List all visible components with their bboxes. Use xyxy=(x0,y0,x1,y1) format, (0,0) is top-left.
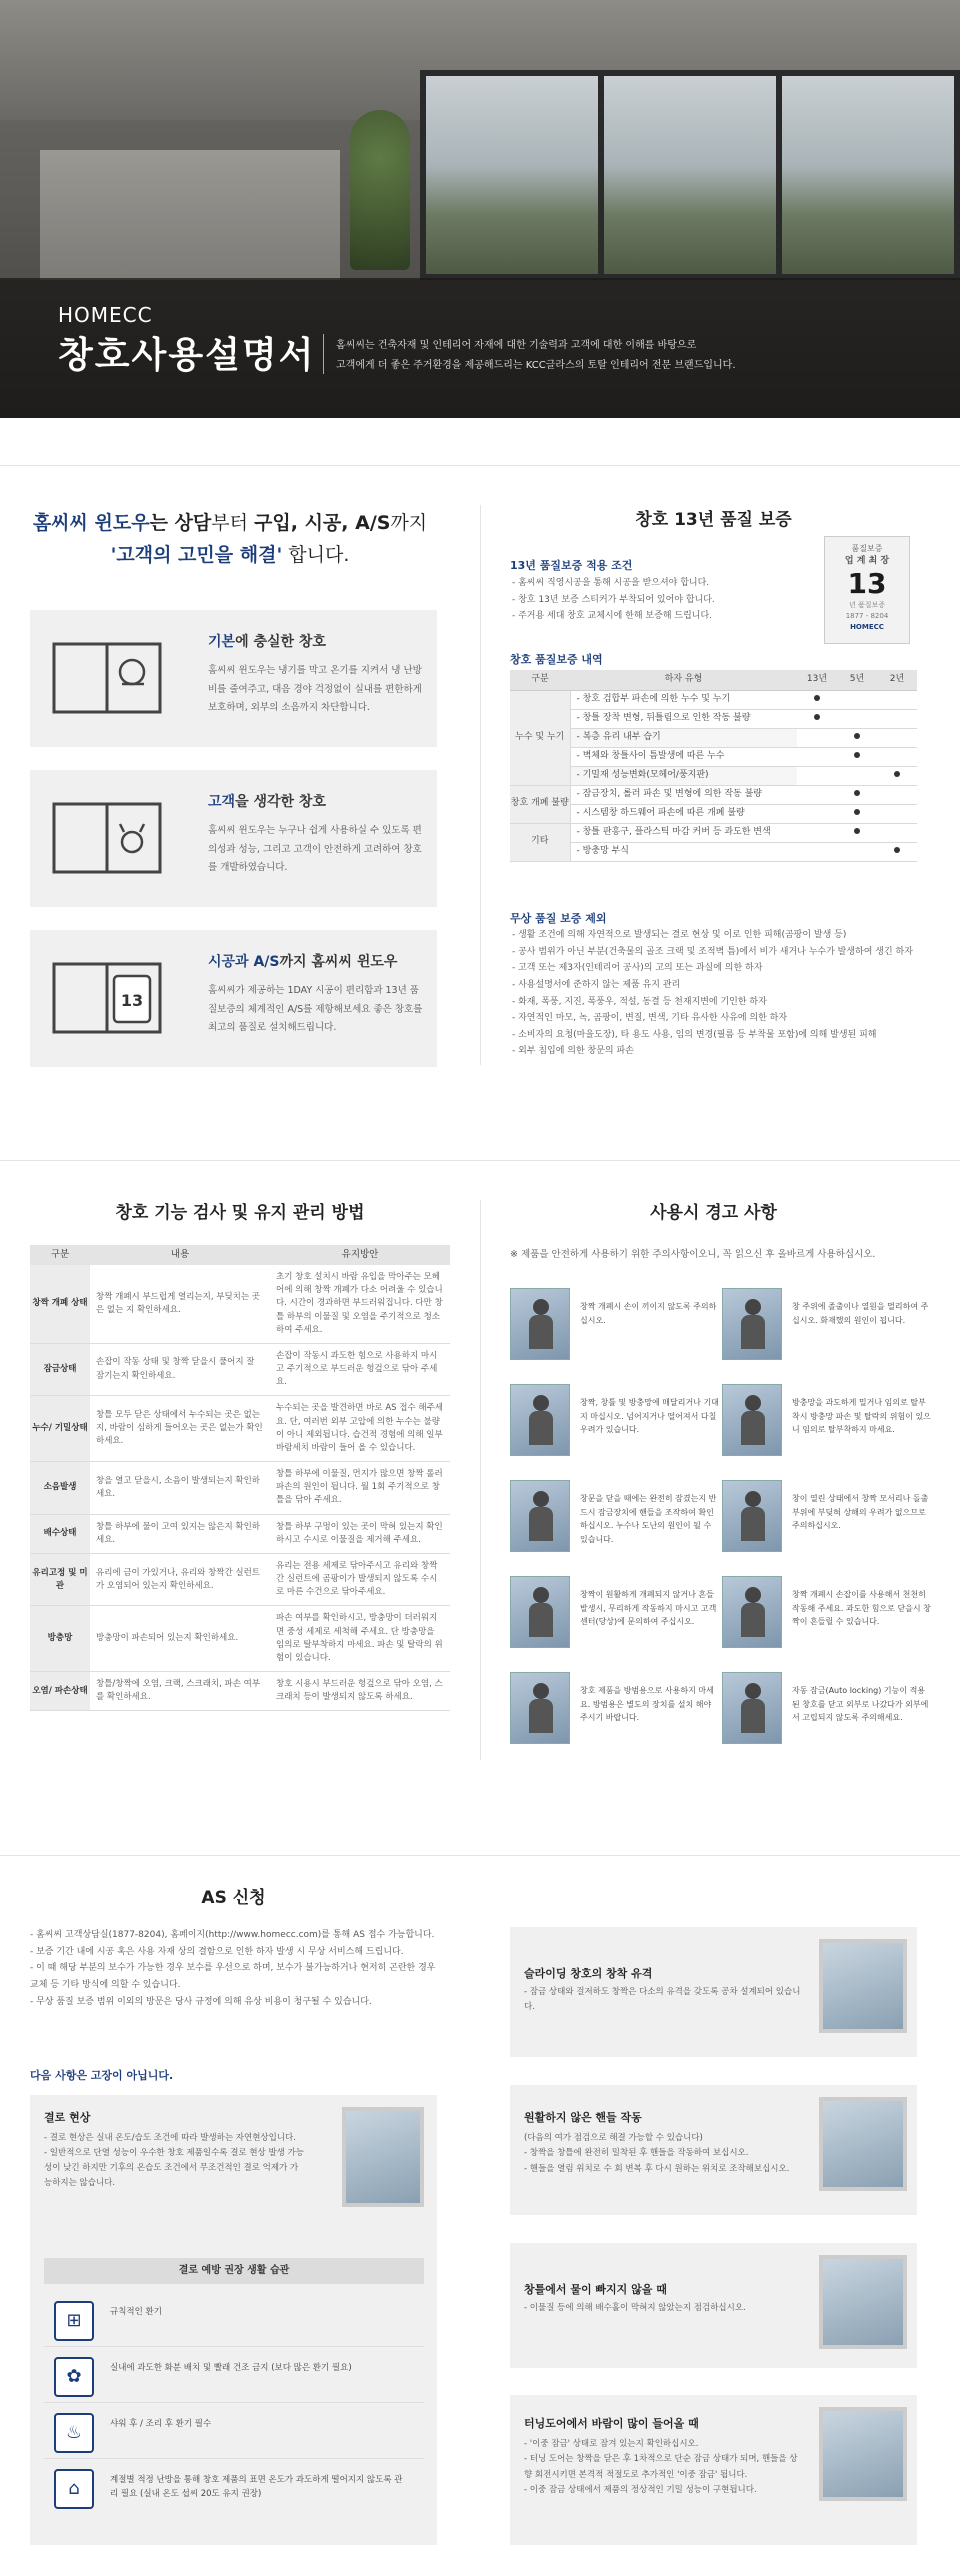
coverage-dot xyxy=(814,695,820,701)
hero-window-image xyxy=(420,70,960,280)
as-item: - 이 때 해당 부분의 보수가 가능한 경우 보수를 우선으로 하며, 보수가 불가능하거나 현저히 곤란한 경우 교체 등 기타 방식에 의할 수 있습니다. xyxy=(30,1963,436,1990)
warranty-row xyxy=(510,766,917,785)
caution-text: 창짝 개폐시 손이 끼이지 않도록 주의하십시오. xyxy=(580,1302,717,1325)
hero-description: 홈씨씨는 건축자재 및 인테리어 자재에 대한 기술력과 고객에 대한 이해를 바탕으로 고객에게 더 좋은 주거환경을 제공해드리는 KCC글라스의 토탈 인테리어 전문 브랜드입니다. xyxy=(336,340,736,371)
caution-text: 창짝 개폐시 손잡이를 사용해서 천천히 작동해 주세요. 과도한 힘으로 닫을시 창짝이 흔들릴 수 있습니다. xyxy=(792,1590,931,1627)
caution-note: ※ 제품을 안전하게 사용하기 위한 주의사항이오니, 꼭 읽으신 후 올바르게 사용하십시오. xyxy=(510,1249,876,1260)
caution-item xyxy=(510,1288,722,1368)
caution-text: 창짝, 창틀 및 방충망에 매달리거나 기대지 마십시오. 넘어지거나 떨어져서 다칠 우려가 있습니다. xyxy=(580,1398,719,1435)
window-weather-icon xyxy=(52,642,162,714)
caution-illustration xyxy=(722,1576,782,1648)
feature-desc: 홈씨씨 윈도우는 누구나 쉽게 사용하실 수 있도록 편의성과 성능, 그리고 고객이 안전하게 고려하여 창호를 개발하였습니다. xyxy=(208,825,422,874)
warranty-sticker: 품질보증 업 계 최 장 13 년 품질보증 1877 - 8204 HOMECC xyxy=(824,536,910,644)
defect-type: - 잠금장치, 롤러 파손 및 변형에 의한 작동 불량 xyxy=(570,785,797,804)
as-card xyxy=(510,2243,917,2368)
brand-name: HOMECC xyxy=(58,303,153,327)
maintenance-row xyxy=(30,1553,450,1606)
exclusion-item: - 외부 침입에 의한 창문의 파손 xyxy=(512,1046,634,1057)
coverage-dot xyxy=(854,828,860,834)
maintenance-method: 누수되는 곳을 발견하면 바로 AS 접수 해주세요. 단, 여러번 외부 고압에 의한 누수는 불량이 아니 제외됩니다. 습건적 경험에 의해 일부 바람세치 바람이 들어 올 수 있습니다. xyxy=(270,1396,450,1462)
warranty-row xyxy=(510,709,917,728)
svg-text:13: 13 xyxy=(120,991,144,1010)
as-card-title: 원활하지 않은 핸들 작동 xyxy=(524,2111,642,2124)
not-defect-title: 다음 사항은 고장이 아닙니다. xyxy=(30,2069,174,2082)
exclusion-list xyxy=(512,927,922,1060)
as-card-title: 슬라이딩 창호의 창착 유격 xyxy=(524,1967,653,1980)
check-content: 손잡이 작동 상태 및 창짝 닫을시 풀어지 잘 잠기는지 확인하세요. xyxy=(90,1343,270,1396)
as-card-image xyxy=(819,2097,907,2191)
feature-title: 고객을 생각한 창호 xyxy=(208,794,326,810)
caution-item xyxy=(722,1672,934,1752)
maintenance-method: 유리는 전용 세제로 닦아주시고 유리와 창짝간 실런트에 곰팡이가 발생되지 않도록 수시로 마른 수건으로 닦아주세요. xyxy=(270,1553,450,1606)
caution-text: 창문을 닫을 때에는 완전히 잠겼는지 반드시 잠금장치에 핸들을 조작하여 확인 하십시오. 누수나 도난의 원인이 될 수 있습니다. xyxy=(580,1494,717,1544)
coverage-dot xyxy=(814,714,820,720)
shower-cook-icon: ♨ xyxy=(54,2413,94,2453)
caution-text: 창짝이 원활하게 개폐되지 않거나 흔들 발생시, 무리하게 작동하지 마시고 고객센터(당상)에 문의하여 주십시오. xyxy=(580,1590,717,1627)
as-card-list: - 잠금 상태와 걸저하도 창짝은 다소의 유격을 갖도록 공차 설계되어 있습니다. xyxy=(524,1987,801,2013)
warranty-row xyxy=(510,804,917,823)
feature-card-basic xyxy=(30,610,437,747)
defect-type: - 복층 유리 내부 습기 xyxy=(570,728,797,747)
warranty-row xyxy=(510,728,917,747)
caution-title: 사용시 경고 사항 xyxy=(650,1203,777,1223)
exclusion-item: - 자연적인 마모, 녹, 곰팡이, 변질, 변색, 기타 유사한 사유에 의한 하자 xyxy=(512,1013,788,1024)
check-content: 방충망이 파손되어 있는지 확인하세요. xyxy=(90,1606,270,1672)
exclusion-item: - 고객 또는 제3자(인테리어 공사)의 고의 또는 과실에 의한 하자 xyxy=(512,963,763,974)
check-content: 창짝 개폐시 부드럽게 열리는지, 부딪치는 곳은 없는 지 확인하세요. xyxy=(90,1265,270,1343)
as-card-image xyxy=(819,1939,907,2033)
check-item: 방충망 xyxy=(30,1606,90,1672)
hero-plant xyxy=(350,110,410,270)
habit-row: ⊞ 규칙적인 환기 xyxy=(44,2295,424,2347)
as-title: AS 신청 xyxy=(201,1888,266,1908)
defect-type: - 시스템창 하드웨어 파손에 따른 개폐 불량 xyxy=(570,804,797,823)
habit-row: ⌂ 계절별 적정 난방을 통해 창호 제품의 표면 온도가 과도하게 떨어지지 않도록 관리 필요 (실내 온도 섭씨 20도 유지 권장) xyxy=(44,2463,424,2527)
caution-item xyxy=(722,1288,934,1368)
hero-kitchen xyxy=(40,150,340,290)
page-title: 창호사용설명서 xyxy=(58,335,316,376)
maintenance-row xyxy=(30,1396,450,1462)
coverage-dot xyxy=(854,752,860,758)
apply-title: 13년 품질보증 적용 조건 xyxy=(510,559,633,572)
maintenance-row xyxy=(30,1672,450,1711)
caution-item xyxy=(510,1480,722,1560)
as-card xyxy=(510,2085,917,2215)
caution-item xyxy=(722,1384,934,1464)
maintenance-row xyxy=(30,1462,450,1515)
defect-type: - 창호 검합부 파손에 의한 누수 및 누기 xyxy=(570,690,797,709)
maintenance-method: 초기 창호 설치시 바람 유입을 막아주는 모헤어에 의해 창짝 개폐가 다소 어려울 수 있습니다. 시간이 경과하면 부드러워집니다. 다만 창틀 하부의 이물질 및 오염을 주기적으로 청소하여 주세요. xyxy=(270,1265,450,1343)
check-content: 유리에 금이 가있거나, 유리와 창짝간 실런트가 오염되어 있는지 확인하세요. xyxy=(90,1553,270,1606)
caution-illustration xyxy=(510,1288,570,1360)
intro-headline: 홈씨씨 윈도우는 상담부터 구입, 시공, A/S까지 '고객의 고민을 해결' 합니다. xyxy=(32,512,428,567)
habit-row: ♨ 샤워 후 / 조리 후 환기 필수 xyxy=(44,2407,424,2459)
caution-item xyxy=(722,1576,934,1656)
as-card-list: - '이중 잠금' 상태로 잠겨 있는지 확인하십시오. - 터닝 도어는 창짝을 닫은 후 1차적으로 단순 잠금 상태가 되며, 핸들을 상향 회전시키면 본격적 적절도로 추가적인 '이중 잠금' 됩니다. - 이중 잠금 상태에서 제품의 정상적인 기밀 성능이 구현됩니다. xyxy=(524,2439,798,2495)
maintenance-method: 창틀 하부 구멍이 있는 곳이 막혀 있는지 확인하시고 수시로 이물질을 제거해 주세요. xyxy=(270,1514,450,1553)
coverage-dot xyxy=(854,733,860,739)
exclusion-item: - 공사 범위가 아닌 부분(건축물의 골조 크랙 및 조적벽 틈)에서 비가 새거나 누수가 발생하여 생긴 하자 xyxy=(512,946,913,957)
window-13year-icon xyxy=(52,962,162,1034)
feature-card-install xyxy=(30,930,437,1067)
defect-type: - 창틀 판흥구, 플라스틱 마감 커버 등 과도한 변색 xyxy=(570,823,797,842)
plant-laundry-icon: ✿ xyxy=(54,2357,94,2397)
warranty-title: 창호 13년 품질 보증 xyxy=(635,510,792,530)
feature-card-customer xyxy=(30,770,437,907)
maintenance-method: 창틀 하부에 이물질, 먼지가 많으면 창짝 롤러 파손의 원인이 됩니다. 월 1회 주기적으로 창틀을 닦아 주세요. xyxy=(270,1462,450,1515)
feature-title: 기본에 충실한 창호 xyxy=(208,634,326,650)
check-item: 누수/ 기밀상태 xyxy=(30,1396,90,1462)
exclusion-item: - 화재, 폭풍, 지진, 폭풍우, 적설, 동결 등 천재지변에 기인한 하자 xyxy=(512,996,767,1007)
condensation-image xyxy=(342,2107,424,2207)
maintenance-caution-section xyxy=(0,1160,960,1790)
warranty-category: 기타 xyxy=(510,823,570,861)
caution-illustration xyxy=(510,1672,570,1744)
check-content: 창틀/창짝에 오염, 크랙, 스크래치, 파손 여부를 확인하세요. xyxy=(90,1672,270,1711)
maintenance-row xyxy=(30,1606,450,1672)
feature-desc: 홈씨씨가 제공하는 1DAY 시공이 편리함과 13년 품질보증의 체계적인 A/S를 제항해보세요 좋은 창호를 최고의 품질로 설치해드립니다. xyxy=(208,985,423,1034)
defect-type: - 기밀재 성능변화(모헤어/풍지판) xyxy=(570,766,797,785)
condensation-title: 결로 현상 xyxy=(44,2111,91,2124)
intro-warranty-section xyxy=(0,465,960,1085)
caution-illustration xyxy=(510,1384,570,1456)
coverage-dot xyxy=(854,790,860,796)
feature-title: 시공과 A/S까지 홈씨씨 윈도우 xyxy=(208,954,398,970)
feature-desc: 홈씨씨 윈도우는 냉기를 막고 온기를 지켜서 냉 난방비를 줄여주고, 대음 경야 걱정없이 실내를 편한하게 보호하며, 외부의 소음까지 차단합니다. xyxy=(208,665,422,714)
check-item: 배수상태 xyxy=(30,1514,90,1553)
warranty-row xyxy=(510,690,917,709)
apply-list: - 홈씨씨 직영시공을 통해 시공을 받으셔야 합니다. - 창호 13년 보증 스티커가 부착되어 있어야 합니다. - 주거용 세대 창호 교체시에 한해 보증해 드립니다. xyxy=(512,578,715,622)
as-card-image xyxy=(819,2407,907,2501)
warranty-row xyxy=(510,747,917,766)
exclusion-item: - 사용설명서에 준하지 않는 제품 유지 관리 xyxy=(512,979,681,990)
warranty-category: 창호 개폐 불량 xyxy=(510,785,570,823)
as-list xyxy=(30,1927,440,2010)
detail-title: 창호 품질보증 내역 xyxy=(510,653,603,666)
caution-text: 창호 제품을 방범용으로 사용하지 마세요. 방범용은 별도의 장치를 설치 해야 주시기 바랍니다. xyxy=(580,1686,714,1723)
warranty-row xyxy=(510,823,917,842)
check-content: 창틀 하부에 물이 고여 있지는 않은지 확인하세요. xyxy=(90,1514,270,1553)
caution-text: 창이 열린 상태에서 창짝 모서리나 돌출 부위에 부딪혀 상해의 우려가 없으므로 주의하십시오. xyxy=(792,1494,929,1531)
maintenance-method: 파손 여부를 확인하시고, 방충망이 더러워지면 중성 세제로 세척해 주세요. 단 방충망을 임의로 탈부착하지 마세요. 파손 및 탈락의 위험이 있습니다. xyxy=(270,1606,450,1672)
check-item: 창짝 개폐 상태 xyxy=(30,1265,90,1343)
caution-text: 자동 잠금(Auto locking) 기능이 적용된 창호를 닫고 외부로 나갔다가 외부에서 고립되지 않도록 주의해세요. xyxy=(792,1686,929,1723)
condensation-text: - 결로 현상은 실내 온도/습도 조건에 따라 발생하는 자연현상입니다. - 일반적으로 단열 성능이 우수한 창호 제품일수록 결로 현상 발생 가능성이 낮긴 하지만 기후의 온습도 조건에서 무조건적인 결로 억제가 가능하지는 않습니다. xyxy=(44,2133,304,2188)
caution-illustration xyxy=(722,1384,782,1456)
maintenance-row xyxy=(30,1343,450,1396)
caution-text: 방충망을 과도하게 밀거나 임의로 탈부착시 방충망 파손 및 탈락의 위험이 있으니 임의로 탈부착하지 마세요. xyxy=(792,1398,931,1435)
maintenance-table: 구분 내용 유지방안 창짝 개폐 상태 창짝 개폐시 부드럽게 열리는지, 부딪치는 곳은 없는 지 확인하세요. 초기 창호 설치시 바람 유입을 막아주는 모헤어에 의해 창짝 개폐가 다소 어려울 수 있습니다. 시간이 경과하면 부드러워집니다. 다만 창틀 하부의 이물질 및 오염을 주기적으로 청소하여 주세요. 잠금상태 손잡이 작동 상태 및 창짝 닫을시 풀어지 잘 잠기는지 확인하세요. 손잡이 작동시 과도한 힘으로 사용하지 마시고 주기적으로 부드러운 헝겊으로 닦아 주세요. 누수/ 기밀상태 창틀 모두 닫은 상태에서 누수되는 곳은 없는지, 바람이 심하게 들어오는 곳은 없는가 확인하세요. 누수되는 곳을 발견하면 바로 AS 접수 해주세요. 단, 여러번 외부 고압에 의한 누수는 불량이 아니 제외됩니다. 습건적 경험에 의해 일부 바람세치 바람이 들어 올 수 있습니다. 소음발생 창을 열고 닫을시, 소음이 발생되는지 확인하세요. 창틀 하부에 이물질, 먼지가 많으면 창짝 롤러 파손의 원인이 됩니다. 월 1회 주기적으로 창틀을 닦아 주세요. 배수상태 창틀 하부에 물이 고여 있지는 않은지 확인하세요. 창틀 하부 구멍이 있는 곳이 막혀 있는지 확인하시고 수시로 이물질을 제거해 주세요. 유리고정 및 미관 유리에 금이 가있거나, 유리와 창짝간 실런트가 오염되어 있는지 확인하세요. 유리는 전용 세제로 닦아주시고 유리와 창짝간 실런트에 곰팡이가 발생되지 않도록 수시로 마른 수건으로 닦아주세요. 방충망 방충망이 파손되어 있는지 확인하세요. 파손 여부를 확인하시고, 방충망이 더러워지면 중성 세제로 세척해 주세요. 단 방충망을 임의로 탈부착하지 마세요. 파손 및 탈락의 위험이 있습니다. 오염/ 파손상태 창틀/창짝에 오염, 크랙, 스크래치, 파손 여부를 확인하세요. 창호 시용시 부드러운 헝겊으로 닦아 오염, 스크래치 등이 발생되지 않도록 하세요. xyxy=(30,1245,450,1711)
condensation-card xyxy=(30,2095,437,2545)
heating-icon: ⌂ xyxy=(54,2469,94,2509)
maintenance-method: 손잡이 작동시 과도한 힘으로 사용하지 마시고 주기적으로 부드러운 헝겊으로 닦아 주세요. xyxy=(270,1343,450,1396)
caution-item xyxy=(510,1672,722,1752)
coverage-dot xyxy=(894,847,900,853)
check-item: 잠금상태 xyxy=(30,1343,90,1396)
defect-type: - 방충망 부식 xyxy=(570,842,797,861)
caution-illustration xyxy=(722,1480,782,1552)
warranty-row xyxy=(510,842,917,861)
check-content: 창틀 모두 닫은 상태에서 누수되는 곳은 없는지, 바람이 심하게 들어오는 곳은 없는가 확인하세요. xyxy=(90,1396,270,1462)
title-divider xyxy=(323,334,324,374)
caution-illustration xyxy=(510,1576,570,1648)
as-item: - 홈씨씨 고객상담실(1877-8204), 홈페이지(http://www.homecc.com)를 통해 AS 접수 가능합니다. xyxy=(30,1930,435,1940)
maintenance-method: 창호 시용시 부드러운 헝겊으로 닦아 오염, 스크래치 등이 발생되지 않도록 하세요. xyxy=(270,1672,450,1711)
exclusion-title: 무상 품질 보증 제외 xyxy=(510,912,607,925)
defect-type: - 창틀 장착 변형, 뒤틀림으로 인한 작동 불량 xyxy=(570,709,797,728)
caution-illustration xyxy=(722,1672,782,1744)
caution-text: 창 주위에 졸출이나 열원을 멀리하여 주십시오. 화재했의 원인이 됩니다. xyxy=(792,1302,929,1325)
check-item: 유리고정 및 미관 xyxy=(30,1553,90,1606)
as-card-list: - 이물질 등에 의해 배수홀이 막혀지 않았는지 점검하십시오. xyxy=(524,2303,746,2313)
exclusion-item: - 생활 조건에 의해 자연적으로 발생되는 결로 현상 및 이로 인한 피해(곰팡이 발생 등) xyxy=(512,930,847,940)
as-section xyxy=(0,1855,960,2560)
habit-title: 결로 예방 권장 생활 습관 xyxy=(44,2258,424,2284)
warranty-row xyxy=(510,785,917,804)
as-card xyxy=(510,1927,917,2057)
warranty-category: 누수 및 누기 xyxy=(510,690,570,785)
coverage-dot xyxy=(854,809,860,815)
caution-item xyxy=(510,1384,722,1464)
ventilation-icon: ⊞ xyxy=(54,2301,94,2341)
as-item: - 보증 기간 내에 시공 혹은 사용 자재 상의 결함으로 인한 하자 발생 시 무상 서비스해 드립니다. xyxy=(30,1946,404,1957)
warranty-table: 구분 하자 유형 13년 5년 2년 누수 및 누기 - 창호 검합부 파손에 의한 누수 및 누기 - 창틀 장착 변형, 뒤틀림으로 인한 작동 불량 - 복층 유리 내부 습기 - 벽체와 창틀사이 틈발생에 따른 누수 - 기밀재 성능변화(모헤어/풍지판) 창호 개폐 불량 - 잠금장치, 롤러 파손 및 변형에 의한 작동 불량 - 시스템창 하드웨어 파손에 따른 개폐 불량 기타 - 창틀 판흥구, 플라스틱 마감 커버 등 과도한 변색 - 방충망 부식 xyxy=(510,670,917,862)
check-item: 소음발생 xyxy=(30,1462,90,1515)
as-card-image xyxy=(819,2255,907,2349)
check-content: 창을 열고 닫을시, 소음이 발생되는지 확인하세요. xyxy=(90,1462,270,1515)
as-card-title: 창틀에서 물이 빠지지 않을 때 xyxy=(524,2283,667,2296)
habit-row: ✿ 실내에 과도한 화분 배치 및 빨래 건조 금지 (보다 많은 환기 필요) xyxy=(44,2351,424,2403)
as-item: - 무상 품질 보증 범위 이외의 방문은 당사 규정에 의해 유상 비용이 청구될 수 있습니다. xyxy=(30,1996,372,2007)
maintenance-row xyxy=(30,1514,450,1553)
window-pet-icon xyxy=(52,802,162,874)
maintenance-row xyxy=(30,1265,450,1343)
hero-banner xyxy=(0,0,960,418)
as-card xyxy=(510,2395,917,2545)
exclusion-item: - 소비자의 요청(마을도장), 타 용도 사용, 임의 변경(필름 등 부착물 포함)에 의해 발생된 피해 xyxy=(512,1029,877,1040)
caution-illustration xyxy=(510,1480,570,1552)
caution-illustration xyxy=(722,1288,782,1360)
caution-item xyxy=(510,1576,722,1656)
defect-type: - 벽체와 창틀사이 틈발생에 따른 누수 xyxy=(570,747,797,766)
coverage-dot xyxy=(894,771,900,777)
as-card-list: (다음의 여가 점검으로 해결 가능할 수 있습니다) - 창짝을 창틀에 완전히 밀착된 후 핸들을 작동하여 보십시오. - 핸들을 열림 위치로 수 회 변복 후 다시 원하는 위치로 조작해보십시오. xyxy=(524,2133,790,2174)
check-item: 오염/ 파손상태 xyxy=(30,1672,90,1711)
maintenance-title: 창호 기능 검사 및 유지 관리 방법 xyxy=(115,1203,365,1223)
caution-item xyxy=(722,1480,934,1560)
as-card-title: 터닝도어에서 바람이 많이 들어올 때 xyxy=(524,2417,699,2430)
